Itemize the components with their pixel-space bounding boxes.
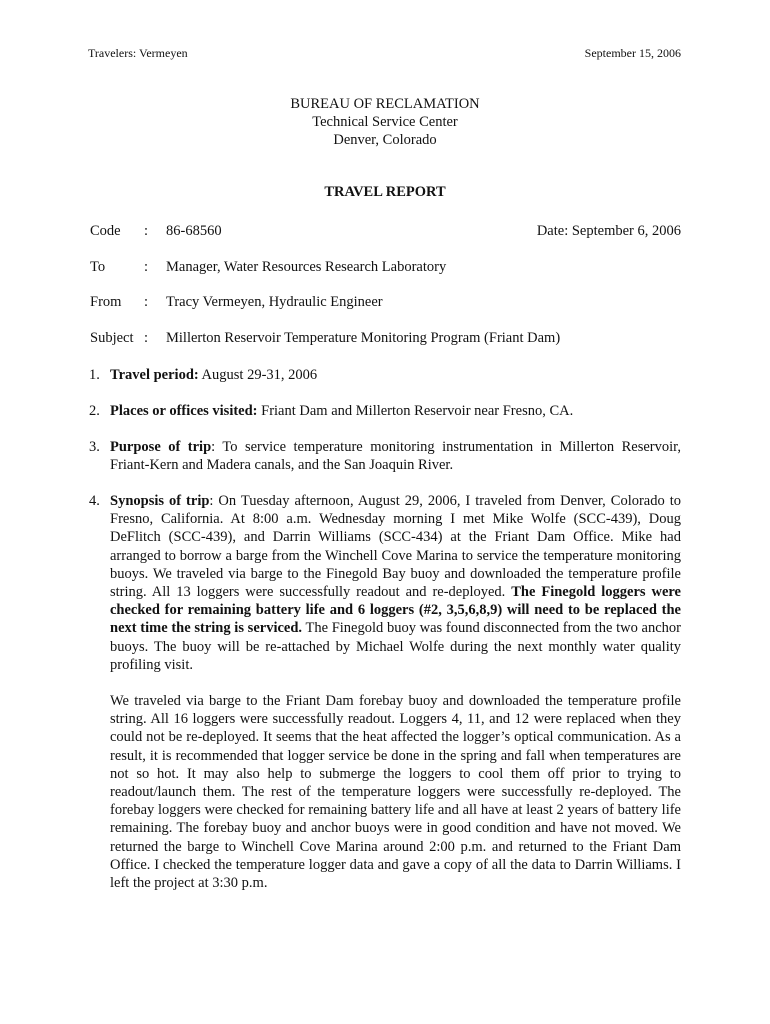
memo-date: Date: September 6, 2006 (536, 223, 681, 239)
section-purpose (89, 438, 681, 474)
agency-name: BUREAU OF RECLAMATION (290, 96, 480, 112)
section-places-visited (89, 402, 681, 420)
to-value: Manager, Water Resources Research Laboratory (166, 259, 447, 275)
code-colon: : (144, 223, 149, 239)
section-text-continued: The Finegold buoy was found disconnected from the two anchor buoys. The buoy will be re-attached by Michael Wolfe during the next monthly water quality profiling visit. (110, 620, 681, 673)
section-number: 3. (89, 439, 100, 455)
from-colon: : (144, 294, 149, 310)
agency-block (0, 95, 770, 149)
subject-value: Millerton Reservoir Temperature Monitoring Program (Friant Dam) (166, 330, 561, 346)
section-bold-text: The Finegold loggers were checked for remaining battery life and 6 loggers (#2, 3,5,6,8,9) will need to be replaced the next time the string is serviced. (110, 584, 681, 637)
synopsis-paragraph-2: We traveled via barge to the Friant Dam forebay buoy and downloaded the temperature profile string. All 16 loggers were successfully readout. Loggers 4, 11, and 12 were replaced when they could not be re-deployed. It seems that the heat affected the logger’s optical communication. As a result, it is recommended that logger service be done in the spring and fall when temperatures are not so hot. It may also help to submerge the loggers to cool them off prior to trying to readout/launch them. The rest of the temperature loggers were successfully re-deployed. The forebay loggers were checked for remaining battery life and all have at least 2 years of battery life remaining. The forebay buoy and anchor buoys were in good condition and have not moved. We returned the barge to Winchell Cove Marina around 2:00 p.m. and returned to the Friant Dam Office. I checked the temperature logger data and gave a copy of all the data to Darrin Williams. I left the project at 3:30 p.m. (110, 693, 681, 892)
subject-label: Subject (90, 330, 134, 346)
section-heading: Travel period: (110, 367, 199, 383)
subject-colon: : (144, 330, 149, 346)
running-header (88, 46, 681, 61)
from-value: Tracy Vermeyen, Hydraulic Engineer (166, 294, 383, 310)
section-text: : On Tuesday afternoon, August 29, 2006, I traveled from Denver, Colorado to Fresno, California. At 8:00 a.m. Wednesday morning I met Mike Wolfe (SCC-439), Doug DeFlitch (SCC-439), and Darrin Williams (SCC-434) at the Friant Dam Office. Mike had arranged to borrow a barge from the Winchell Cove Marina to service the temperature monitoring buoys. We traveled via barge to the Finegold Bay buoy and downloaded the temperature profile string. All 13 loggers were successfully readout and re-deployed. (110, 493, 681, 601)
to-label: To (90, 259, 106, 275)
section-synopsis (89, 492, 681, 674)
section-number: 1. (89, 367, 100, 383)
section-text: : To service temperature monitoring instrumentation in Millerton Reservoir, Friant-Kern and Madera canals, and the San Joaquin River. (110, 439, 682, 474)
to-colon: : (144, 259, 149, 275)
code-label: Code (90, 223, 121, 239)
code-value: 86-68560 (166, 223, 222, 239)
agency-location: Denver, Colorado (333, 132, 437, 148)
section-heading: Synopsis of trip (110, 493, 210, 509)
report-title: TRAVEL REPORT (324, 184, 446, 200)
section-number: 4. (89, 493, 100, 509)
header-date: September 15, 2006 (584, 46, 681, 60)
agency-center: Technical Service Center (312, 114, 458, 130)
section-text: Friant Dam and Millerton Reservoir near Fresno, CA. (257, 403, 574, 419)
section-number: 2. (89, 403, 100, 419)
section-heading: Places or offices visited: (110, 403, 258, 419)
from-label: From (90, 294, 122, 310)
travelers-label: Travelers: Vermeyen (88, 46, 188, 60)
section-text: August 29-31, 2006 (198, 367, 318, 383)
section-travel-period (89, 366, 681, 384)
section-heading: Purpose of trip (110, 439, 212, 455)
